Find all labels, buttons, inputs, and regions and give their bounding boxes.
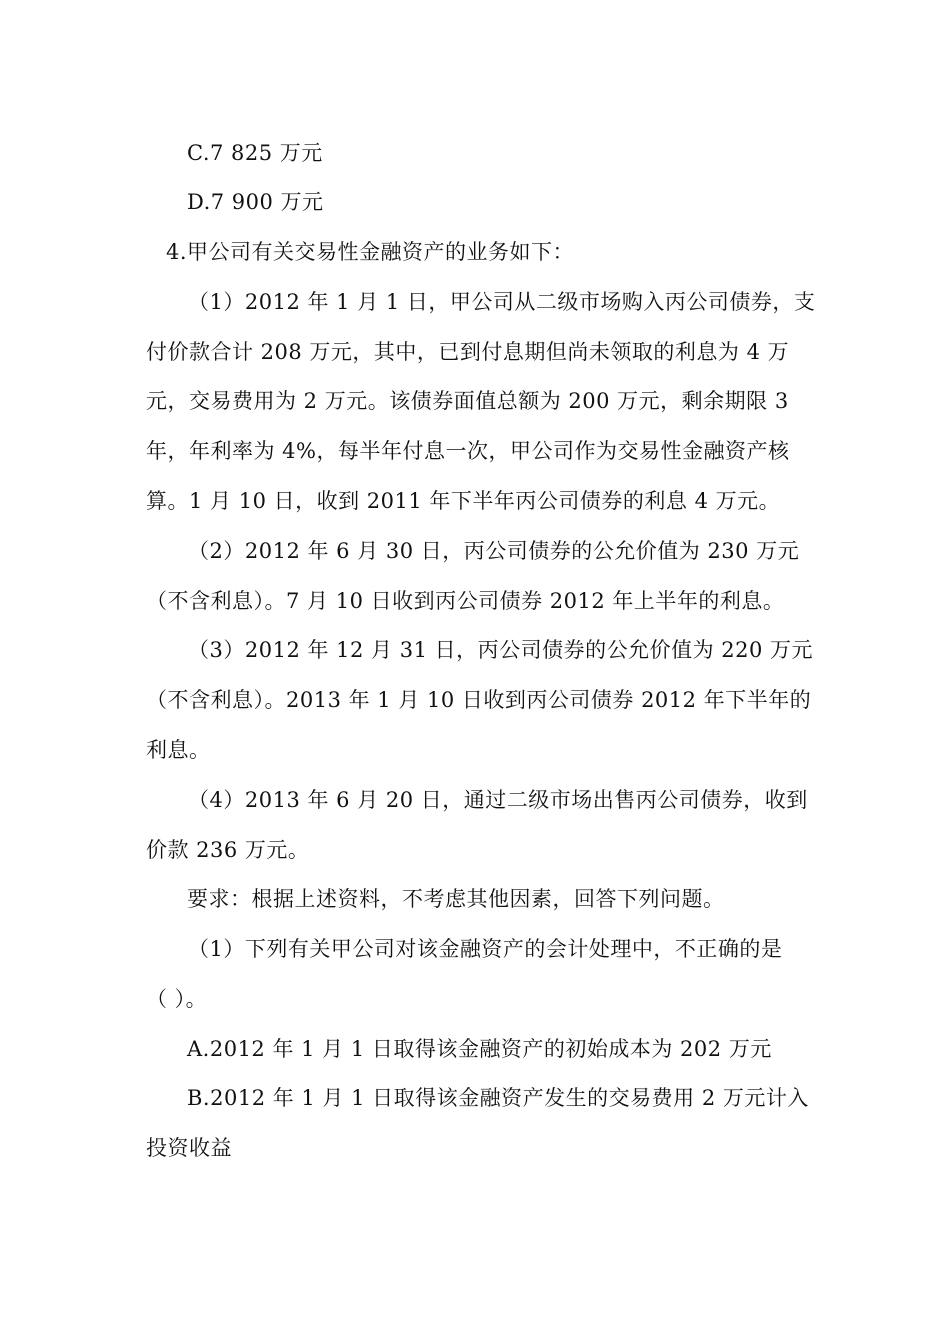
item-1-line-4: 年，年利率为 4%，每半年付息一次，甲公司作为交易性金融资产核: [146, 439, 790, 463]
question-4-heading: 4.甲公司有关交易性金融资产的业务如下：: [166, 240, 575, 264]
requirement-text: 要求：根据上述资料，不考虑其他因素，回答下列问题。: [187, 887, 725, 911]
option-c: C.7 825 万元: [187, 141, 323, 165]
item-1-line-5: 算。1 月 10 日，收到 2011 年下半年丙公司债券的利息 4 万元。: [146, 489, 781, 513]
item-1-line-2: 付价款合计 208 万元，其中，已到付息期但尚未领取的利息为 4 万: [146, 340, 790, 364]
item-4-line-2: 价款 236 万元。: [146, 838, 310, 862]
answer-option-a: A.2012 年 1 月 1 日取得该金融资产的初始成本为 202 万元: [187, 1037, 772, 1061]
item-2-line-1: （2）2012 年 6 月 30 日，丙公司债券的公允价值为 230 万元: [188, 539, 800, 563]
item-3-line-1: （3）2012 年 12 月 31 日，丙公司债券的公允价值为 220 万元: [188, 638, 814, 662]
item-1-line-3: 元，交易费用为 2 万元。该债券面值总额为 200 万元，剩余期限 3: [146, 389, 789, 413]
item-3-line-2: （不含利息）。2013 年 1 月 10 日收到丙公司债券 2012 年下半年的: [146, 688, 812, 712]
option-d: D.7 900 万元: [187, 190, 324, 214]
item-2-line-2: （不含利息）。7 月 10 日收到丙公司债券 2012 年上半年的利息。: [146, 589, 785, 613]
sub-question-1: （1）下列有关甲公司对该金融资产的会计处理中，不正确的是: [188, 937, 783, 961]
item-1-line-1: （1）2012 年 1 月 1 日，甲公司从二级市场购入丙公司债券，支: [188, 290, 816, 314]
sub-question-1-blank: （ ）。: [146, 987, 208, 1011]
answer-option-b-line-2: 投资收益: [146, 1136, 232, 1160]
item-4-line-1: （4）2013 年 6 月 20 日，通过二级市场出售丙公司债券，收到: [188, 788, 808, 812]
answer-option-b-line-1: B.2012 年 1 月 1 日取得该金融资产发生的交易费用 2 万元计入: [187, 1086, 809, 1110]
item-3-line-3: 利息。: [146, 738, 211, 762]
